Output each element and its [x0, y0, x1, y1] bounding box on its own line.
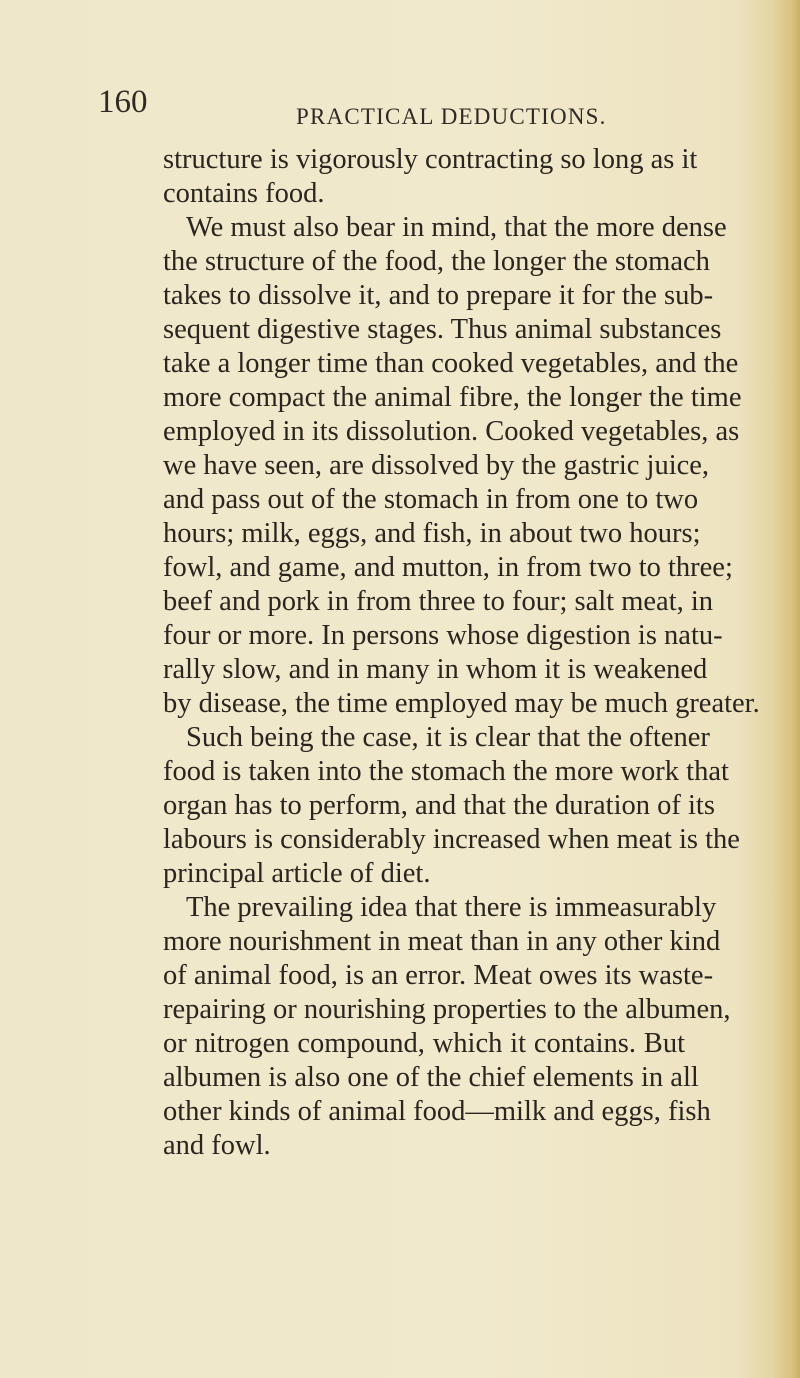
- text-line: albumen is also one of the chief elements in all: [163, 1062, 699, 1093]
- text-line: we have seen, are dissolved by the gastric juice,: [163, 450, 710, 481]
- text-line: by disease, the time employed may be much greater.: [163, 688, 760, 719]
- text-line: The prevailing idea that there is immeasurably: [186, 892, 717, 923]
- text-line: rally slow, and in many in whom it is weakened: [163, 654, 708, 685]
- text-line: sequent digestive stages. Thus animal substances: [163, 314, 722, 345]
- text-line: takes to dissolve it, and to prepare it for the sub-: [163, 280, 714, 311]
- text-line: more compact the animal fibre, the longer the time: [163, 382, 742, 413]
- text-line: employed in its dissolution. Cooked vegetables, as: [163, 416, 740, 447]
- text-line: four or more. In persons whose digestion is natu-: [163, 620, 723, 651]
- text-line: more nourishment in meat than in any other kind: [163, 926, 721, 957]
- page-edge-shadow: [772, 0, 800, 1378]
- text-line: take a longer time than cooked vegetables, and the: [163, 348, 739, 379]
- text-line: fowl, and game, and mutton, in from two to three;: [163, 552, 733, 583]
- text-line: beef and pork in from three to four; salt meat, in: [163, 586, 714, 617]
- text-line: We must also bear in mind, that the more dense: [186, 212, 727, 243]
- text-line: principal article of diet.: [163, 858, 431, 889]
- text-line: labours is considerably increased when meat is the: [163, 824, 740, 855]
- text-line: hours; milk, eggs, and fish, in about two hours;: [163, 518, 701, 549]
- text-line: organ has to perform, and that the duration of its: [163, 790, 715, 821]
- text-line: the structure of the food, the longer the stomach: [163, 246, 710, 277]
- text-line: other kinds of animal food—milk and eggs, fish: [163, 1096, 711, 1127]
- text-line: food is taken into the stomach the more work that: [163, 756, 729, 787]
- text-line: contains food.: [163, 178, 325, 209]
- text-line: or nitrogen compound, which it contains. But: [163, 1028, 685, 1059]
- text-line: and pass out of the stomach in from one to two: [163, 484, 699, 515]
- text-line: and fowl.: [163, 1130, 271, 1161]
- text-line: structure is vigorously contracting so long as it: [163, 144, 698, 175]
- text-line: repairing or nourishing properties to the albumen,: [163, 994, 731, 1025]
- running-head: PRACTICAL DEDUCTIONS.: [296, 104, 607, 129]
- page-number: 160: [98, 84, 148, 120]
- text-line: Such being the case, it is clear that the oftener: [186, 722, 710, 753]
- text-line: of animal food, is an error. Meat owes its waste-: [163, 960, 714, 991]
